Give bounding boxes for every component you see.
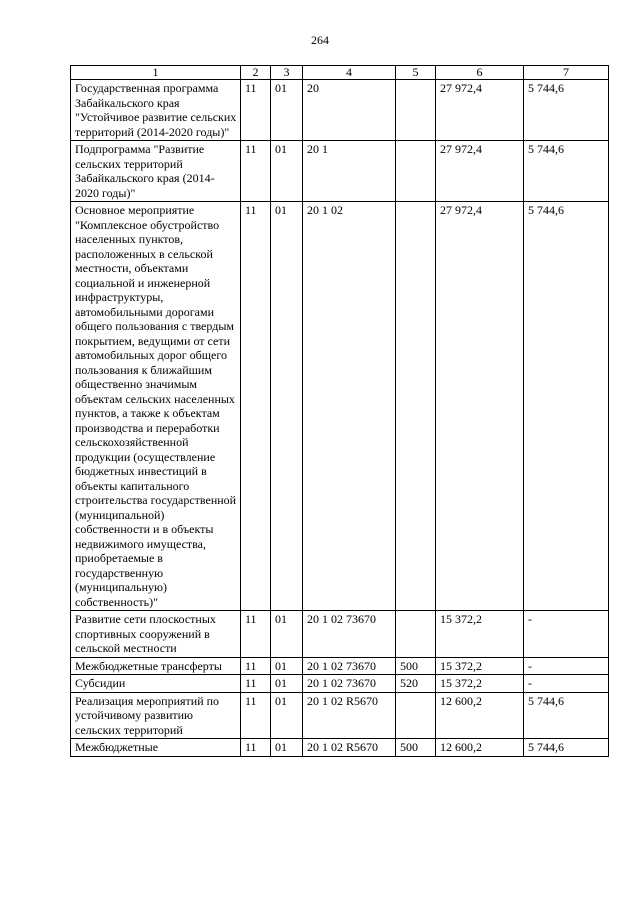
row-name: Межбюджетные трансферты bbox=[71, 657, 241, 675]
row-amount-1: 27 972,4 bbox=[436, 202, 524, 611]
table-row bbox=[71, 202, 609, 611]
budget-table bbox=[70, 65, 609, 757]
row-section: 11 bbox=[241, 692, 271, 739]
row-section: 11 bbox=[241, 202, 271, 611]
row-section: 11 bbox=[241, 739, 271, 757]
row-subsection: 01 bbox=[271, 141, 303, 202]
row-amount-1: 15 372,2 bbox=[436, 611, 524, 658]
row-name: Государственная программа Забайкальского края "Устойчивое развитие сельских территорий (2014-2020 годы)" bbox=[71, 80, 241, 141]
table-header-row bbox=[71, 66, 609, 80]
row-section: 11 bbox=[241, 141, 271, 202]
row-amount-2: 5 744,6 bbox=[524, 739, 609, 757]
row-amount-1: 27 972,4 bbox=[436, 141, 524, 202]
row-subsection: 01 bbox=[271, 739, 303, 757]
row-target-code: 20 1 bbox=[303, 141, 396, 202]
row-amount-1: 15 372,2 bbox=[436, 657, 524, 675]
row-amount-1: 27 972,4 bbox=[436, 80, 524, 141]
row-subsection: 01 bbox=[271, 657, 303, 675]
row-target-code: 20 1 02 R5670 bbox=[303, 739, 396, 757]
row-target-code: 20 1 02 73670 bbox=[303, 611, 396, 658]
row-amount-2: 5 744,6 bbox=[524, 141, 609, 202]
table-row bbox=[71, 141, 609, 202]
row-target-code: 20 1 02 73670 bbox=[303, 675, 396, 693]
row-section: 11 bbox=[241, 675, 271, 693]
page-number: 264 bbox=[311, 33, 329, 47]
row-subsection: 01 bbox=[271, 675, 303, 693]
row-amount-1: 12 600,2 bbox=[436, 692, 524, 739]
row-amount-1: 15 372,2 bbox=[436, 675, 524, 693]
table-row bbox=[71, 611, 609, 658]
column-header-1: 1 bbox=[71, 66, 241, 80]
row-section: 11 bbox=[241, 80, 271, 141]
column-header-7: 7 bbox=[524, 66, 609, 80]
table-row bbox=[71, 657, 609, 675]
row-amount-2: - bbox=[524, 675, 609, 693]
row-amount-2: 5 744,6 bbox=[524, 692, 609, 739]
table-row bbox=[71, 675, 609, 693]
row-section: 11 bbox=[241, 611, 271, 658]
row-amount-2: 5 744,6 bbox=[524, 202, 609, 611]
row-target-code: 20 1 02 bbox=[303, 202, 396, 611]
row-subsection: 01 bbox=[271, 692, 303, 739]
row-section: 11 bbox=[241, 657, 271, 675]
row-target-code: 20 1 02 R5670 bbox=[303, 692, 396, 739]
row-expense-type bbox=[396, 202, 436, 611]
row-name: Подпрограмма "Развитие сельских территорий Забайкальского края (2014-2020 годы)" bbox=[71, 141, 241, 202]
table-row bbox=[71, 692, 609, 739]
row-target-code: 20 1 02 73670 bbox=[303, 657, 396, 675]
row-name: Развитие сети плоскостных спортивных сооружений в сельской местности bbox=[71, 611, 241, 658]
row-subsection: 01 bbox=[271, 80, 303, 141]
column-header-5: 5 bbox=[396, 66, 436, 80]
row-amount-2: - bbox=[524, 611, 609, 658]
table-row bbox=[71, 80, 609, 141]
row-name: Реализация мероприятий по устойчивому развитию сельских территорий bbox=[71, 692, 241, 739]
column-header-4: 4 bbox=[303, 66, 396, 80]
row-subsection: 01 bbox=[271, 611, 303, 658]
row-amount-1: 12 600,2 bbox=[436, 739, 524, 757]
column-header-2: 2 bbox=[241, 66, 271, 80]
row-expense-type bbox=[396, 611, 436, 658]
row-expense-type bbox=[396, 80, 436, 141]
row-name: Основное мероприятие "Комплексное обустройство населенных пунктов, расположенных в сельской местности, объектами социальной и инженерной инфраструктуры, автомобильными дорогами общего пользования с твердым покрытием, ведущими от сети автомобильных дорог общего пользования к ближайшим общественно значимым объектам сельских населенных пунктов, а также к объектам производства и переработки сельскохозяйственной продукции (осуществление бюджетных инвестиций в объекты капитального строительства государственной (муниципальной) собственности и в объекты недвижимого имущества, приобретаемые в государственную (муниципальную) собственность)" bbox=[71, 202, 241, 611]
row-amount-2: - bbox=[524, 657, 609, 675]
row-subsection: 01 bbox=[271, 202, 303, 611]
column-header-6: 6 bbox=[436, 66, 524, 80]
row-expense-type: 500 bbox=[396, 739, 436, 757]
row-name: Субсидии bbox=[71, 675, 241, 693]
row-name: Межбюджетные bbox=[71, 739, 241, 757]
table-row bbox=[71, 739, 609, 757]
row-expense-type bbox=[396, 141, 436, 202]
row-target-code: 20 bbox=[303, 80, 396, 141]
row-expense-type: 500 bbox=[396, 657, 436, 675]
row-expense-type: 520 bbox=[396, 675, 436, 693]
column-header-3: 3 bbox=[271, 66, 303, 80]
row-amount-2: 5 744,6 bbox=[524, 80, 609, 141]
row-expense-type bbox=[396, 692, 436, 739]
